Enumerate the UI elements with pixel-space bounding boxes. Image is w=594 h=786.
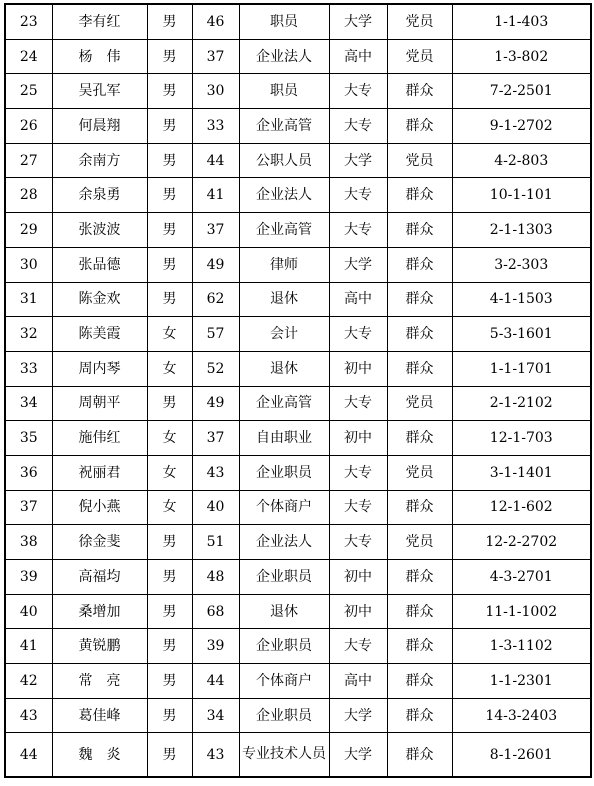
member-education: 大学: [329, 143, 387, 178]
table-row: [5, 698, 591, 733]
member-job: 企业法人: [239, 178, 329, 213]
member-job: 退休: [239, 282, 329, 317]
row-number: 30: [5, 247, 52, 282]
member-political-status: 党员: [387, 525, 452, 560]
member-address: 11-1-1002: [452, 594, 591, 629]
member-political-status: 群众: [387, 421, 452, 456]
member-address: 9-1-2702: [452, 109, 591, 144]
member-age: 39: [192, 629, 239, 664]
member-address: 7-2-2501: [452, 74, 591, 109]
member-address: 12-1-602: [452, 490, 591, 525]
member-gender: 男: [147, 698, 192, 733]
member-job: 个体商户: [239, 664, 329, 699]
member-gender: 男: [147, 560, 192, 595]
row-number: 33: [5, 351, 52, 386]
table-row: [5, 455, 591, 490]
member-age: 46: [192, 4, 239, 39]
member-age: 37: [192, 39, 239, 74]
member-age: 41: [192, 178, 239, 213]
member-job: 退休: [239, 351, 329, 386]
row-number: 41: [5, 629, 52, 664]
member-political-status: 群众: [387, 74, 452, 109]
member-gender: 女: [147, 421, 192, 456]
member-education: 大专: [329, 178, 387, 213]
member-political-status: 党员: [387, 39, 452, 74]
member-name: 桑增加: [52, 594, 147, 629]
table-row: [5, 39, 591, 74]
member-name: 葛佳峰: [52, 698, 147, 733]
row-number: 44: [5, 733, 52, 778]
member-gender: 女: [147, 351, 192, 386]
member-job: 企业高管: [239, 109, 329, 144]
member-gender: 男: [147, 143, 192, 178]
table-row: [5, 560, 591, 595]
member-job: 企业高管: [239, 213, 329, 248]
member-gender: 男: [147, 525, 192, 560]
member-address: 1-3-1102: [452, 629, 591, 664]
member-education: 大专: [329, 455, 387, 490]
member-political-status: 群众: [387, 247, 452, 282]
member-job: 企业职员: [239, 698, 329, 733]
member-political-status: 群众: [387, 178, 452, 213]
row-number: 25: [5, 74, 52, 109]
member-education: 大专: [329, 386, 387, 421]
member-gender: 男: [147, 39, 192, 74]
table-row: [5, 525, 591, 560]
member-education: 大专: [329, 74, 387, 109]
member-gender: 女: [147, 317, 192, 352]
member-job: 退休: [239, 594, 329, 629]
member-political-status: 群众: [387, 594, 452, 629]
row-number: 36: [5, 455, 52, 490]
member-address: 12-1-703: [452, 421, 591, 456]
member-name: 余南方: [52, 143, 147, 178]
member-gender: 男: [147, 109, 192, 144]
member-age: 62: [192, 282, 239, 317]
table-row: [5, 213, 591, 248]
member-gender: 男: [147, 386, 192, 421]
row-number: 42: [5, 664, 52, 699]
member-name: 黄锐鹏: [52, 629, 147, 664]
table-row: [5, 317, 591, 352]
member-education: 初中: [329, 594, 387, 629]
member-education: 大学: [329, 733, 387, 778]
member-job: 个体商户: [239, 490, 329, 525]
member-table: [4, 3, 592, 778]
member-name: 倪小燕: [52, 490, 147, 525]
row-number: 23: [5, 4, 52, 39]
member-address: 12-2-2702: [452, 525, 591, 560]
member-age: 57: [192, 317, 239, 352]
member-political-status: 群众: [387, 351, 452, 386]
member-education: 大专: [329, 525, 387, 560]
table-row: [5, 74, 591, 109]
row-number: 29: [5, 213, 52, 248]
table-row: [5, 594, 591, 629]
member-name: 余泉勇: [52, 178, 147, 213]
member-age: 44: [192, 664, 239, 699]
member-job: 职员: [239, 4, 329, 39]
member-political-status: 群众: [387, 629, 452, 664]
member-address: 5-3-1601: [452, 317, 591, 352]
member-job: 企业职员: [239, 629, 329, 664]
member-name: 施伟红: [52, 421, 147, 456]
member-political-status: 党员: [387, 386, 452, 421]
row-number: 31: [5, 282, 52, 317]
member-age: 49: [192, 247, 239, 282]
member-gender: 女: [147, 455, 192, 490]
member-education: 高中: [329, 282, 387, 317]
member-address: 8-1-2601: [452, 733, 591, 778]
row-number: 40: [5, 594, 52, 629]
member-age: 37: [192, 213, 239, 248]
row-number: 39: [5, 560, 52, 595]
member-education: 高中: [329, 39, 387, 74]
member-age: 52: [192, 351, 239, 386]
member-address: 14-3-2403: [452, 698, 591, 733]
member-address: 1-1-1701: [452, 351, 591, 386]
table-body: [5, 4, 591, 777]
member-age: 37: [192, 421, 239, 456]
member-age: 34: [192, 698, 239, 733]
member-address: 1-1-403: [452, 4, 591, 39]
member-job: 专业技术人员: [239, 733, 329, 778]
table-row: [5, 282, 591, 317]
member-age: 43: [192, 455, 239, 490]
member-education: 大专: [329, 213, 387, 248]
member-address: 1-1-2301: [452, 664, 591, 699]
member-name: 周内琴: [52, 351, 147, 386]
member-political-status: 群众: [387, 317, 452, 352]
member-name: 陈金欢: [52, 282, 147, 317]
member-name: 周朝平: [52, 386, 147, 421]
member-job: 公职人员: [239, 143, 329, 178]
member-age: 43: [192, 733, 239, 778]
table-row: [5, 4, 591, 39]
member-age: 30: [192, 74, 239, 109]
table-row: [5, 178, 591, 213]
member-age: 48: [192, 560, 239, 595]
member-address: 4-3-2701: [452, 560, 591, 595]
member-education: 大专: [329, 109, 387, 144]
member-name: 张波波: [52, 213, 147, 248]
member-name: 高福均: [52, 560, 147, 595]
member-education: 高中: [329, 664, 387, 699]
row-number: 26: [5, 109, 52, 144]
member-education: 大学: [329, 247, 387, 282]
member-address: 4-1-1503: [452, 282, 591, 317]
member-education: 初中: [329, 560, 387, 595]
member-education: 大学: [329, 4, 387, 39]
member-name: 常 亮: [52, 664, 147, 699]
table-row: [5, 490, 591, 525]
member-job: 企业法人: [239, 525, 329, 560]
document-page: [4, 3, 592, 778]
row-number: 27: [5, 143, 52, 178]
member-job: 自由职业: [239, 421, 329, 456]
member-name: 陈美霞: [52, 317, 147, 352]
row-number: 32: [5, 317, 52, 352]
row-number: 35: [5, 421, 52, 456]
member-gender: 男: [147, 178, 192, 213]
table-row: [5, 629, 591, 664]
member-age: 40: [192, 490, 239, 525]
row-number: 24: [5, 39, 52, 74]
member-education: 初中: [329, 421, 387, 456]
member-political-status: 群众: [387, 664, 452, 699]
member-age: 33: [192, 109, 239, 144]
member-age: 68: [192, 594, 239, 629]
member-political-status: 群众: [387, 282, 452, 317]
member-age: 51: [192, 525, 239, 560]
member-gender: 男: [147, 74, 192, 109]
member-job: 企业职员: [239, 560, 329, 595]
member-job: 职员: [239, 74, 329, 109]
member-name: 何晨翔: [52, 109, 147, 144]
member-education: 初中: [329, 351, 387, 386]
member-address: 10-1-101: [452, 178, 591, 213]
member-address: 2-1-1303: [452, 213, 591, 248]
member-job: 企业法人: [239, 39, 329, 74]
member-address: 2-1-2102: [452, 386, 591, 421]
member-job: 会计: [239, 317, 329, 352]
member-name: 杨 伟: [52, 39, 147, 74]
table-row: [5, 733, 591, 778]
member-political-status: 群众: [387, 490, 452, 525]
member-job: 企业职员: [239, 455, 329, 490]
member-political-status: 群众: [387, 109, 452, 144]
member-gender: 男: [147, 282, 192, 317]
member-gender: 男: [147, 664, 192, 699]
member-name: 张品德: [52, 247, 147, 282]
member-education: 大专: [329, 490, 387, 525]
table-row: [5, 386, 591, 421]
member-gender: 男: [147, 733, 192, 778]
member-address: 3-1-1401: [452, 455, 591, 490]
member-name: 徐金斐: [52, 525, 147, 560]
member-gender: 女: [147, 490, 192, 525]
table-row: [5, 143, 591, 178]
member-political-status: 群众: [387, 560, 452, 595]
member-political-status: 群众: [387, 213, 452, 248]
row-number: 34: [5, 386, 52, 421]
member-education: 大学: [329, 698, 387, 733]
member-name: 魏 炎: [52, 733, 147, 778]
member-job: 律师: [239, 247, 329, 282]
member-political-status: 党员: [387, 143, 452, 178]
member-address: 3-2-303: [452, 247, 591, 282]
member-political-status: 群众: [387, 733, 452, 778]
member-address: 4-2-803: [452, 143, 591, 178]
table-row: [5, 247, 591, 282]
table-row: [5, 421, 591, 456]
member-political-status: 群众: [387, 698, 452, 733]
member-education: 大专: [329, 629, 387, 664]
member-age: 49: [192, 386, 239, 421]
member-education: 大专: [329, 317, 387, 352]
member-political-status: 党员: [387, 4, 452, 39]
row-number: 43: [5, 698, 52, 733]
member-job: 企业高管: [239, 386, 329, 421]
member-political-status: 党员: [387, 455, 452, 490]
member-name: 祝丽君: [52, 455, 147, 490]
table-row: [5, 109, 591, 144]
table-row: [5, 664, 591, 699]
member-gender: 男: [147, 247, 192, 282]
row-number: 28: [5, 178, 52, 213]
member-name: 李有红: [52, 4, 147, 39]
member-gender: 男: [147, 4, 192, 39]
member-age: 44: [192, 143, 239, 178]
row-number: 38: [5, 525, 52, 560]
member-gender: 男: [147, 213, 192, 248]
member-address: 1-3-802: [452, 39, 591, 74]
row-number: 37: [5, 490, 52, 525]
member-gender: 男: [147, 629, 192, 664]
member-gender: 男: [147, 594, 192, 629]
table-row: [5, 351, 591, 386]
member-name: 吴孔军: [52, 74, 147, 109]
